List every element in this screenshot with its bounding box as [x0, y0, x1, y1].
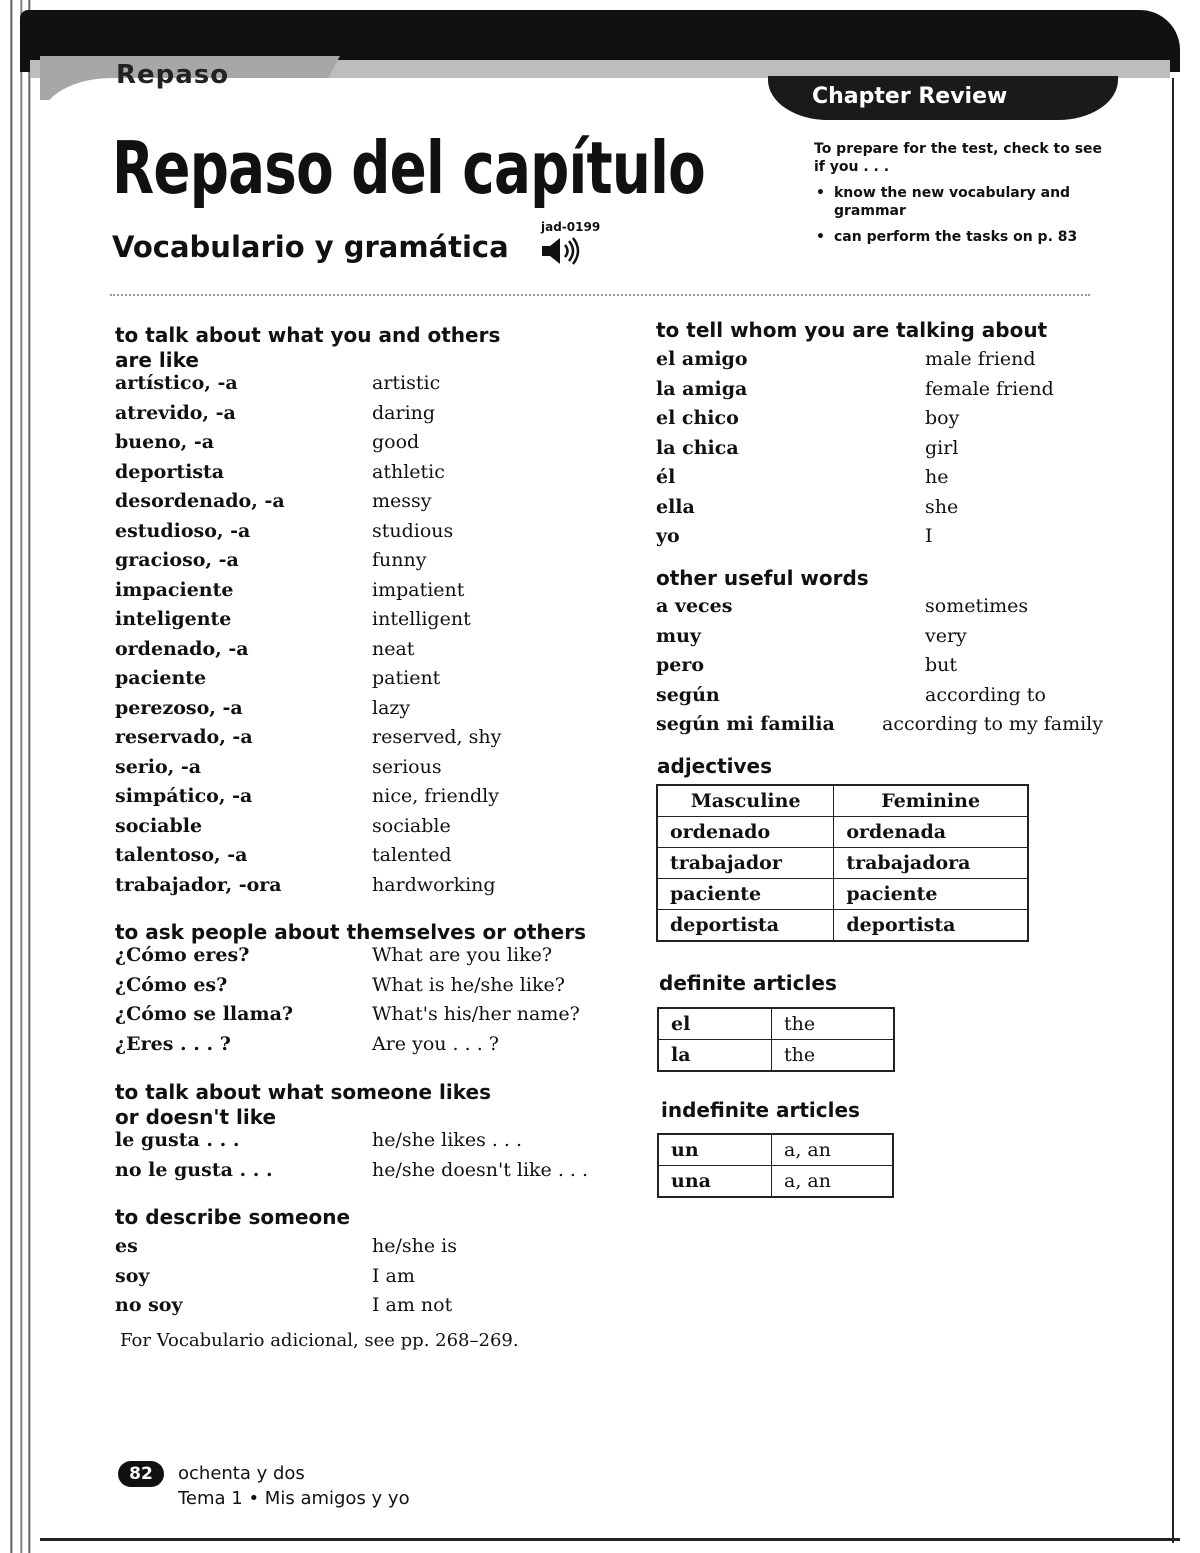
- spanish-term: atrevido, -a: [115, 401, 236, 424]
- vocab-row: [656, 625, 1136, 654]
- english-meaning: good: [372, 431, 420, 453]
- theme-line: Tema 1 • Mis amigos y yo: [178, 1488, 410, 1509]
- vocab-row: [115, 461, 595, 490]
- english-meaning: I: [925, 525, 933, 547]
- table-header: Feminine: [834, 785, 1028, 817]
- table-cell: trabajador: [657, 848, 834, 879]
- vocab-row: [656, 466, 1136, 495]
- adjectives-heading: adjectives: [657, 754, 773, 778]
- vocab-row: [115, 1129, 595, 1158]
- definite-articles-table: [657, 1007, 895, 1072]
- spanish-term: trabajador, -ora: [115, 873, 282, 896]
- table-cell: un: [658, 1134, 772, 1166]
- repaso-label: Repaso: [116, 60, 230, 90]
- spanish-term: según: [656, 683, 720, 706]
- spanish-term: la amiga: [656, 377, 748, 400]
- indefinite-articles-heading: indefinite articles: [661, 1098, 860, 1122]
- table-row: [657, 848, 1028, 879]
- english-meaning: he/she likes . . .: [372, 1129, 523, 1151]
- section-heading: to talk about what you and others are like: [115, 323, 501, 372]
- english-meaning: nice, friendly: [372, 785, 499, 807]
- vocab-row: [656, 595, 1136, 624]
- vocab-row: [656, 654, 1136, 683]
- page-title: Repaso del capítulo: [112, 126, 705, 210]
- english-meaning: patient: [372, 667, 441, 689]
- vocab-row: [115, 944, 595, 973]
- spanish-term: impaciente: [115, 578, 234, 601]
- english-meaning: What is he/she like?: [372, 973, 565, 996]
- table-cell: ordenada: [834, 817, 1028, 848]
- footnote: [120, 1330, 519, 1351]
- spanish-term: es: [115, 1235, 138, 1257]
- vocab-row: [115, 608, 595, 637]
- vocab-row: [656, 407, 1136, 436]
- english-meaning: he/she doesn't like . . .: [372, 1158, 589, 1181]
- table-header-row: [657, 785, 1028, 817]
- english-meaning: What's his/her name?: [372, 1003, 580, 1025]
- vocab-row: [115, 1235, 595, 1264]
- divider: [110, 294, 1090, 296]
- spanish-term: deportista: [115, 460, 225, 483]
- vocab-row: [656, 378, 1136, 407]
- spanish-term: ¿Cómo es?: [115, 973, 228, 996]
- vocab-row: [115, 1159, 595, 1188]
- spanish-term: la chica: [656, 436, 739, 459]
- spanish-term: reservado, -a: [115, 726, 253, 748]
- section-heading: to tell whom you are talking about: [656, 318, 1048, 342]
- prep-intro: To prepare for the test, check to see if you . . .: [814, 141, 1103, 175]
- english-meaning: I am: [372, 1264, 415, 1287]
- table-row: [658, 1134, 893, 1166]
- english-meaning: he/she is: [372, 1235, 457, 1257]
- vocab-row: [115, 974, 595, 1003]
- spanish-term: desordenado, -a: [115, 490, 285, 512]
- spanish-term: ¿Cómo eres?: [115, 944, 250, 966]
- table-cell: paciente: [657, 879, 834, 910]
- table-cell: el: [658, 1008, 772, 1040]
- adjectives-table: [656, 784, 1029, 942]
- english-meaning: he: [925, 466, 949, 488]
- spanish-term: bueno, -a: [115, 431, 215, 453]
- english-meaning: neat: [372, 637, 415, 660]
- table-cell: paciente: [834, 879, 1028, 910]
- english-meaning: according to my family: [882, 713, 1103, 735]
- english-meaning: athletic: [372, 460, 445, 483]
- english-meaning: hardworking: [372, 873, 496, 896]
- spanish-term: ordenado, -a: [115, 637, 249, 660]
- english-meaning: she: [925, 495, 959, 518]
- table-cell: deportista: [657, 910, 834, 942]
- english-meaning: very: [925, 624, 967, 647]
- speaker-icon[interactable]: [540, 236, 586, 266]
- table-cell: a, an: [772, 1134, 894, 1166]
- english-meaning: What are you like?: [372, 944, 553, 966]
- vocab-row: [656, 684, 1136, 713]
- page-number-badge: 82: [118, 1461, 164, 1487]
- table-row: [658, 1040, 894, 1072]
- vocab-row: [115, 785, 595, 814]
- table-cell: the: [772, 1008, 895, 1040]
- english-meaning: funny: [372, 549, 427, 571]
- vocab-row: [115, 372, 595, 401]
- spanish-term: gracioso, -a: [115, 549, 239, 571]
- table-cell: deportista: [834, 910, 1028, 942]
- page-subtitle: Vocabulario y gramática: [112, 230, 509, 264]
- spanish-term: ¿Cómo se llama?: [115, 1003, 294, 1025]
- vocab-row: [115, 697, 595, 726]
- vocab-row: [115, 402, 595, 431]
- spanish-term: sociable: [115, 814, 203, 837]
- vocab-row: [656, 525, 1136, 554]
- english-meaning: messy: [372, 490, 432, 512]
- english-meaning: daring: [372, 401, 436, 424]
- table-cell: trabajadora: [834, 848, 1028, 879]
- spanish-term: serio, -a: [115, 755, 202, 778]
- table-cell: una: [658, 1166, 772, 1198]
- footnote-text: For Vocabulario adicional, see pp. 268–269.: [120, 1330, 519, 1351]
- page-binding-edge: [0, 0, 36, 1553]
- vocab-row: [115, 756, 595, 785]
- vocab-row: [115, 1294, 595, 1323]
- table-cell: la: [658, 1040, 772, 1072]
- english-meaning: male friend: [925, 348, 1036, 370]
- spanish-term: inteligente: [115, 608, 232, 630]
- prep-item: • can perform the tasks on p. 83: [814, 228, 1114, 246]
- vocab-row: [656, 496, 1136, 525]
- section-heading: other useful words: [656, 566, 869, 590]
- english-meaning: according to: [925, 683, 1046, 706]
- vocab-row: [115, 1033, 595, 1062]
- table-row: [658, 1166, 893, 1198]
- table-header: Masculine: [657, 785, 834, 817]
- spanish-term: paciente: [115, 667, 207, 689]
- table-cell: the: [772, 1040, 895, 1072]
- vocab-row: [115, 874, 595, 903]
- prep-item: • know the new vocabulary and grammar: [814, 184, 1114, 220]
- english-meaning: intelligent: [372, 608, 471, 630]
- vocab-row: [115, 520, 595, 549]
- spanish-term: perezoso, -a: [115, 696, 243, 719]
- spanish-term: no soy: [115, 1294, 183, 1316]
- bottom-rule: [40, 1538, 1180, 1541]
- vocab-row: [115, 431, 595, 460]
- vocab-row: [115, 844, 595, 873]
- english-meaning: studious: [372, 519, 454, 542]
- table-cell: ordenado: [657, 817, 834, 848]
- english-meaning: lazy: [372, 696, 411, 719]
- spanish-term: el amigo: [656, 348, 748, 370]
- spanish-term: simpático, -a: [115, 785, 253, 807]
- table-row: [657, 817, 1028, 848]
- spanish-term: él: [656, 466, 676, 488]
- spanish-term: según mi familia: [656, 713, 835, 735]
- english-meaning: girl: [925, 436, 959, 459]
- vocab-row: [115, 726, 595, 755]
- vocab-row: [656, 348, 1136, 377]
- prep-list: [814, 184, 1114, 254]
- spanish-term: artístico, -a: [115, 372, 238, 394]
- table-row: [657, 879, 1028, 910]
- section-heading: to describe someone: [115, 1205, 351, 1229]
- spanish-term: soy: [115, 1264, 150, 1287]
- section-heading: to ask people about themselves or others: [115, 920, 586, 944]
- spanish-term: pero: [656, 654, 705, 676]
- spanish-term: talentoso, -a: [115, 844, 248, 866]
- vocab-row: [115, 1003, 595, 1032]
- vocab-row: [115, 1265, 595, 1294]
- vocab-row: [656, 713, 1136, 742]
- vocab-row: [115, 490, 595, 519]
- spanish-term: muy: [656, 624, 701, 647]
- vocab-row: [115, 815, 595, 844]
- english-meaning: female friend: [925, 377, 1054, 400]
- spanish-term: ¿Eres . . . ?: [115, 1032, 231, 1055]
- definite-articles-heading: definite articles: [659, 971, 837, 995]
- indefinite-articles-table: [657, 1133, 894, 1198]
- vocab-row: [115, 638, 595, 667]
- vocab-row: [115, 579, 595, 608]
- english-meaning: boy: [925, 407, 960, 429]
- chapter-review-label: Chapter Review: [812, 84, 1008, 109]
- spanish-term: ella: [656, 495, 695, 518]
- english-meaning: serious: [372, 755, 442, 778]
- vocab-row: [115, 667, 595, 696]
- spanish-term: le gusta . . .: [115, 1129, 240, 1151]
- english-meaning: talented: [372, 844, 452, 866]
- spanish-term: estudioso, -a: [115, 519, 251, 542]
- spanish-term: el chico: [656, 407, 739, 429]
- table-row: [658, 1008, 894, 1040]
- spanish-term: a veces: [656, 595, 733, 617]
- english-meaning: reserved, shy: [372, 726, 502, 748]
- page-number-words: ochenta y dos: [178, 1463, 305, 1484]
- english-meaning: sometimes: [925, 595, 1029, 617]
- table-cell: a, an: [772, 1166, 894, 1198]
- audio-code: jad-0199: [541, 220, 601, 234]
- english-meaning: I am not: [372, 1294, 453, 1316]
- english-meaning: Are you . . . ?: [372, 1032, 499, 1055]
- spanish-term: yo: [656, 525, 680, 547]
- english-meaning: sociable: [372, 814, 451, 837]
- vocab-row: [115, 549, 595, 578]
- english-meaning: artistic: [372, 372, 441, 394]
- english-meaning: but: [925, 654, 958, 676]
- spanish-term: no le gusta . . .: [115, 1158, 273, 1181]
- section-heading: to talk about what someone likes or doesn't like: [115, 1080, 491, 1129]
- table-row: [657, 910, 1028, 942]
- english-meaning: impatient: [372, 578, 465, 601]
- vocab-row: [656, 437, 1136, 466]
